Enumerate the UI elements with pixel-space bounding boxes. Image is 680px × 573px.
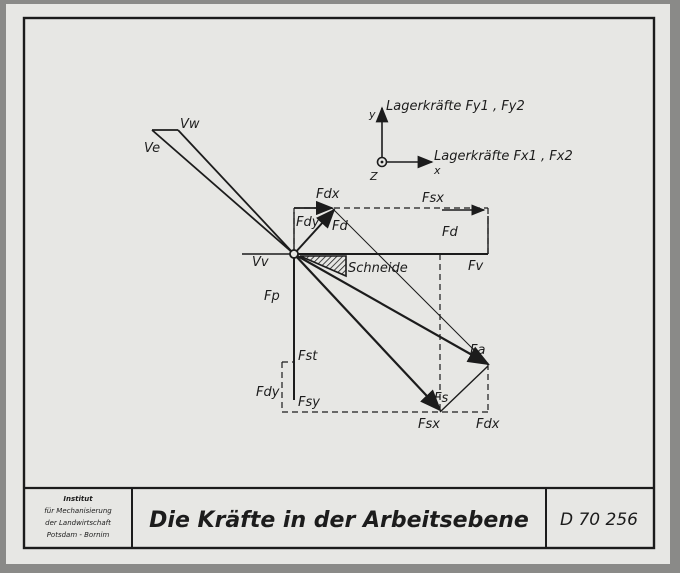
force-fd-upper-label: Fd bbox=[332, 219, 348, 234]
drawing-title: Die Kräfte in der Arbeitsebene bbox=[149, 508, 529, 533]
velocity-triangle bbox=[144, 117, 294, 270]
title-block bbox=[24, 488, 654, 548]
drawing-number: D 70 256 bbox=[560, 510, 638, 530]
y-axis-label: y bbox=[369, 108, 376, 121]
force-fdy-bottom-label: Fdy bbox=[256, 385, 280, 400]
force-fdy-top-label: Fdy bbox=[296, 215, 320, 230]
force-fd-right-label: Fd bbox=[442, 225, 458, 240]
institute-line-2: für Mechanisierung bbox=[44, 507, 112, 515]
force-fsy-label: Fsy bbox=[298, 395, 320, 410]
force-fsx-top-label: Fsx bbox=[422, 191, 444, 206]
pivot-point-icon bbox=[290, 250, 298, 258]
force-fv-label: Fv bbox=[468, 259, 484, 274]
force-fa-label: Fa bbox=[470, 343, 486, 358]
force-polygon bbox=[256, 187, 500, 432]
velocity-ve-label: Ve bbox=[144, 141, 161, 156]
drawing-sheet bbox=[6, 4, 670, 564]
force-fsx-bottom-label: Fsx bbox=[418, 417, 440, 432]
x-bearing-forces-label: Lagerkräfte Fx1 , Fx2 bbox=[434, 149, 573, 164]
institute-line-3: der Landwirtschaft bbox=[45, 519, 111, 527]
velocity-vv-label: Vv bbox=[252, 255, 269, 270]
force-fs-label: Fs bbox=[434, 391, 449, 406]
force-fp-label: Fp bbox=[264, 289, 280, 304]
institute-line-1: Institut bbox=[63, 495, 93, 503]
axes-legend bbox=[368, 99, 573, 183]
y-bearing-forces-label: Lagerkräfte Fy1 , Fy2 bbox=[386, 99, 525, 114]
force-diagram bbox=[6, 4, 670, 564]
force-fst-label: Fst bbox=[298, 349, 318, 364]
force-fdx-top-label: Fdx bbox=[316, 187, 340, 202]
force-fdx-bottom-label: Fdx bbox=[476, 417, 500, 432]
cutting-edge-label: Schneide bbox=[348, 261, 408, 276]
x-axis-label: x bbox=[434, 164, 441, 177]
institute-line-4: Potsdam - Bornim bbox=[46, 531, 110, 539]
cutting-edge-hatch bbox=[300, 256, 346, 276]
z-axis-label: Z bbox=[370, 170, 378, 183]
velocity-vw-label: Vw bbox=[180, 117, 200, 132]
sheet-border bbox=[24, 18, 654, 548]
